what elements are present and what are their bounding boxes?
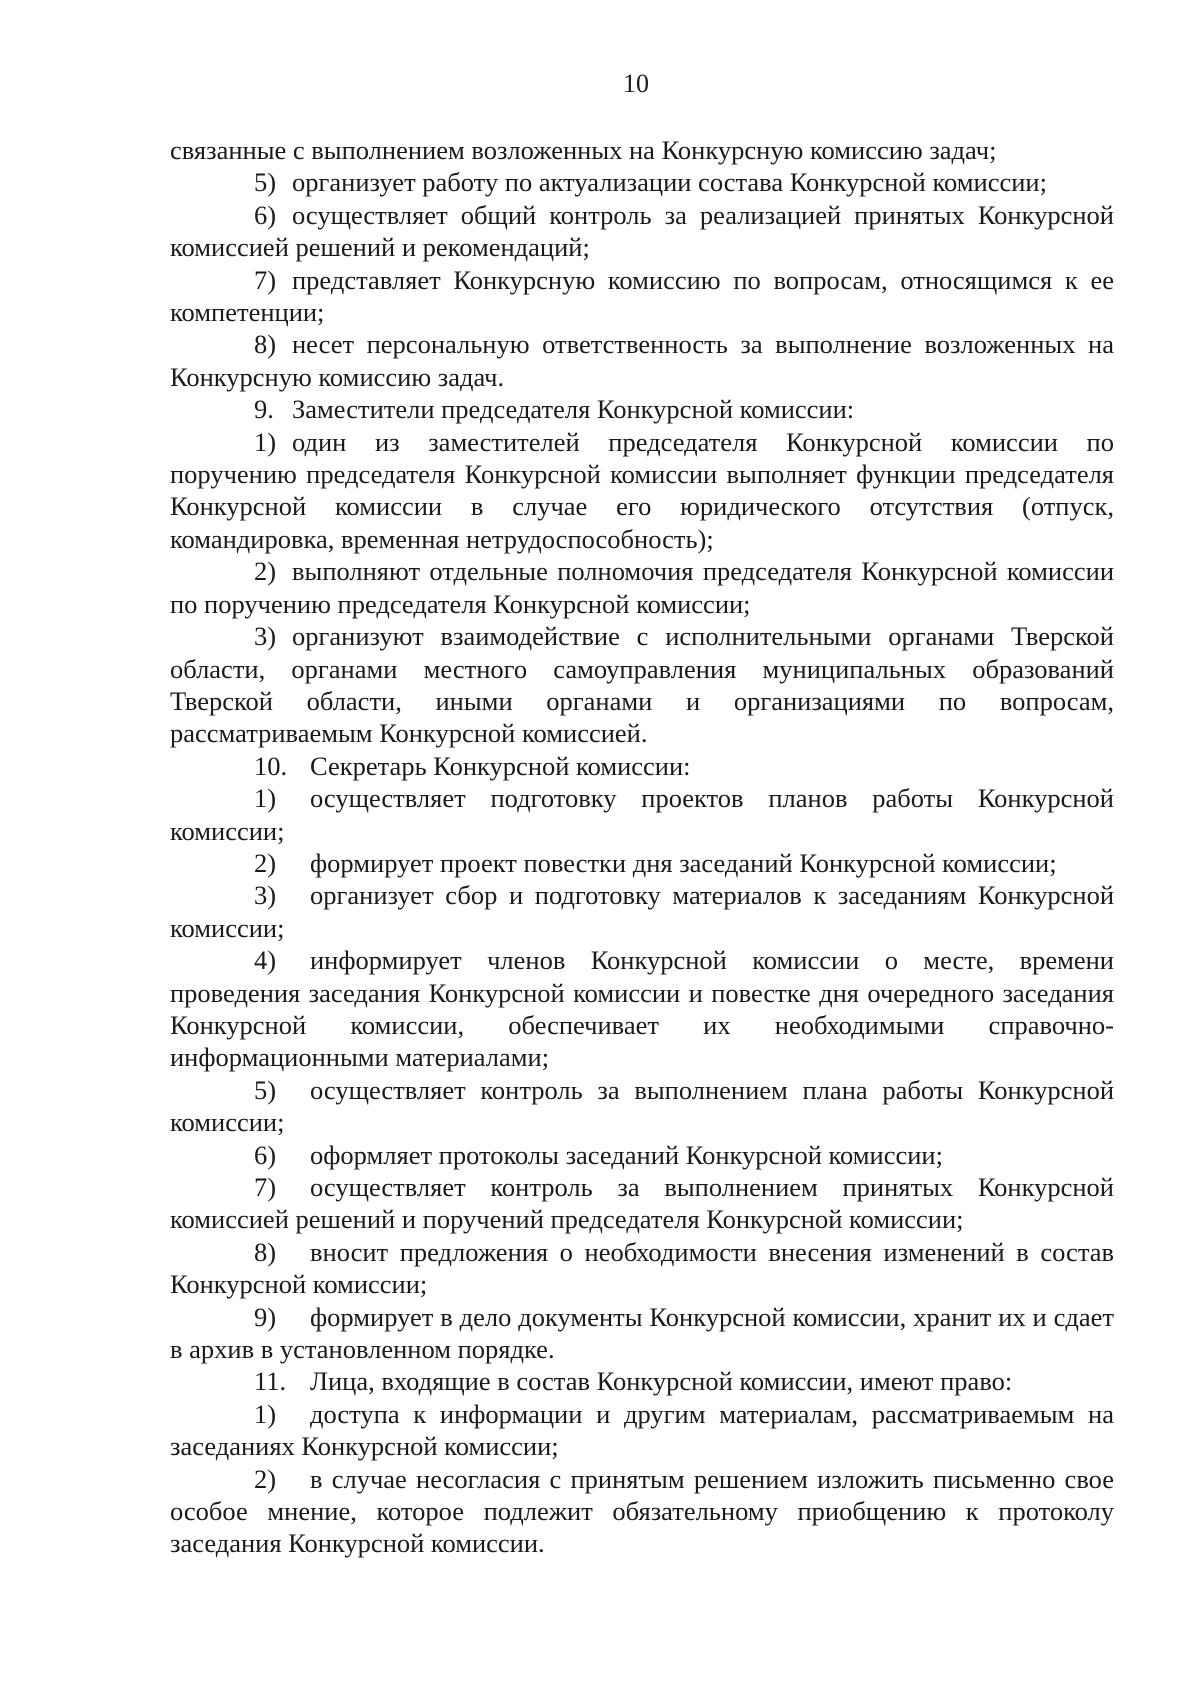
paragraph-text: формирует проект повестки дня заседаний Конкурсной комиссии; [310, 847, 1057, 878]
paragraph-text: выполняют отдельные полномочия председателя Конкурсной комиссии по поручению председателя Конкурсной комиссии; [170, 556, 1114, 619]
item-number: 6) [254, 1139, 277, 1170]
item-number: 3) [254, 880, 277, 911]
list-item [170, 1463, 1114, 1560]
item-number: 1) [254, 1398, 277, 1429]
item-number: 5) [254, 167, 277, 198]
item-number: 4) [254, 945, 277, 976]
item-number: 1) [254, 783, 277, 814]
item-number: 5) [254, 1074, 277, 1105]
list-item [170, 1236, 1114, 1301]
list-item [170, 1398, 1114, 1463]
item-number: 10. [254, 750, 288, 781]
list-item [170, 264, 1114, 329]
list-item [170, 166, 1114, 198]
item-number: 6) [254, 199, 277, 230]
list-item [170, 1301, 1114, 1366]
list-item [170, 555, 1114, 620]
paragraph-text: организует работу по актуализации состава Конкурсной комиссии; [292, 167, 1047, 198]
paragraph-text: Заместители председателя Конкурсной комиссии: [292, 394, 855, 425]
list-item [170, 847, 1114, 879]
continuation-paragraph [170, 134, 1114, 166]
paragraph-text: Секретарь Конкурсной комиссии: [310, 750, 691, 781]
list-item [170, 782, 1114, 847]
item-number: 7) [254, 1172, 277, 1202]
page-number: 10 [623, 69, 649, 98]
list-item [170, 1171, 1114, 1236]
item-number: 2) [254, 847, 277, 878]
section-heading [170, 1365, 1114, 1397]
list-item [170, 1139, 1114, 1171]
paragraph-text: формирует в дело документы Конкурсной комиссии, хранит их и сдает в архив в установленном порядке. [170, 1301, 1114, 1365]
list-item [170, 426, 1114, 556]
paragraph-text: несет персональную ответственность за выполнение возложенных на Конкурсную комиссию задач. [170, 329, 1114, 392]
item-number: 2) [254, 1463, 277, 1494]
paragraph-text: в случае несогласия с принятым решением изложить письменно свое особое мнение, которое подлежит обязательному приобщению к протоколу заседания Конкурсной комиссии. [170, 1463, 1114, 1559]
paragraph-text: представляет Конкурсную комиссию по вопросам, относящимся к ее компетенции; [170, 264, 1114, 328]
paragraph-text: связанные с выполнением возложенных на Конкурсную комиссию задач; [170, 135, 997, 165]
paragraph-text: информирует членов Конкурсной комиссии о месте, времени проведения заседания Конкурсной комиссии и повестке дня очередного заседания Конкурсной комиссии, обеспечивает их необходимыми справочно-информационными материалами; [170, 945, 1114, 1073]
list-item [170, 199, 1114, 264]
item-number: 2) [254, 556, 277, 587]
paragraph-text: организуют взаимодействие с исполнительными органами Тверской области, органами местного самоуправления муниципальных образований Тверской области, иными органами и организациями по вопросам, рассматриваемым Конкурсной комиссией. [170, 621, 1114, 749]
list-item [170, 328, 1114, 393]
paragraph-text: Лица, входящие в состав Конкурсной комиссии, имеют право: [310, 1366, 1013, 1397]
paragraph-text: доступа к информации и другим материалам, рассматриваемым на заседаниях Конкурсной комиссии; [170, 1398, 1114, 1462]
document-body [170, 134, 1114, 1560]
paragraph-text: один из заместителей председателя Конкурсной комиссии по поручению председателя Конкурсной комиссии выполняет функции председателя Конкурсной комиссии в случае его юридического отсутствия (отпуск, командировка, временная нетрудоспособность); [170, 426, 1114, 554]
list-item [170, 620, 1114, 750]
item-number: 11. [254, 1366, 287, 1397]
list-item [170, 1074, 1114, 1139]
item-number: 1) [254, 426, 277, 457]
item-number: 3) [254, 621, 277, 652]
paragraph-text: оформляет протоколы заседаний Конкурсной комиссии; [310, 1139, 943, 1170]
paragraph-text: осуществляет контроль за выполнением принятых Конкурсной комиссией решений и поручений председателя Конкурсной комиссии; [170, 1172, 1114, 1235]
item-number: 9. [254, 394, 274, 425]
section-heading [170, 393, 1114, 425]
paragraph-text: осуществляет подготовку проектов планов работы Конкурсной комиссии; [170, 783, 1114, 846]
paragraph-text: вносит предложения о необходимости внесения изменений в состав Конкурсной комиссии; [170, 1236, 1114, 1300]
paragraph-text: осуществляет общий контроль за реализацией принятых Конкурсной комиссией решений и рекомендаций; [170, 199, 1114, 263]
paragraph-text: осуществляет контроль за выполнением плана работы Конкурсной комиссии; [170, 1074, 1114, 1138]
item-number: 9) [254, 1301, 277, 1332]
item-number: 7) [254, 264, 277, 295]
item-number: 8) [254, 329, 277, 360]
list-item [170, 879, 1114, 944]
list-item [170, 944, 1114, 1074]
paragraph-text: организует сбор и подготовку материалов к заседаниям Конкурсной комиссии; [170, 880, 1114, 943]
section-heading [170, 750, 1114, 782]
item-number: 8) [254, 1236, 277, 1267]
